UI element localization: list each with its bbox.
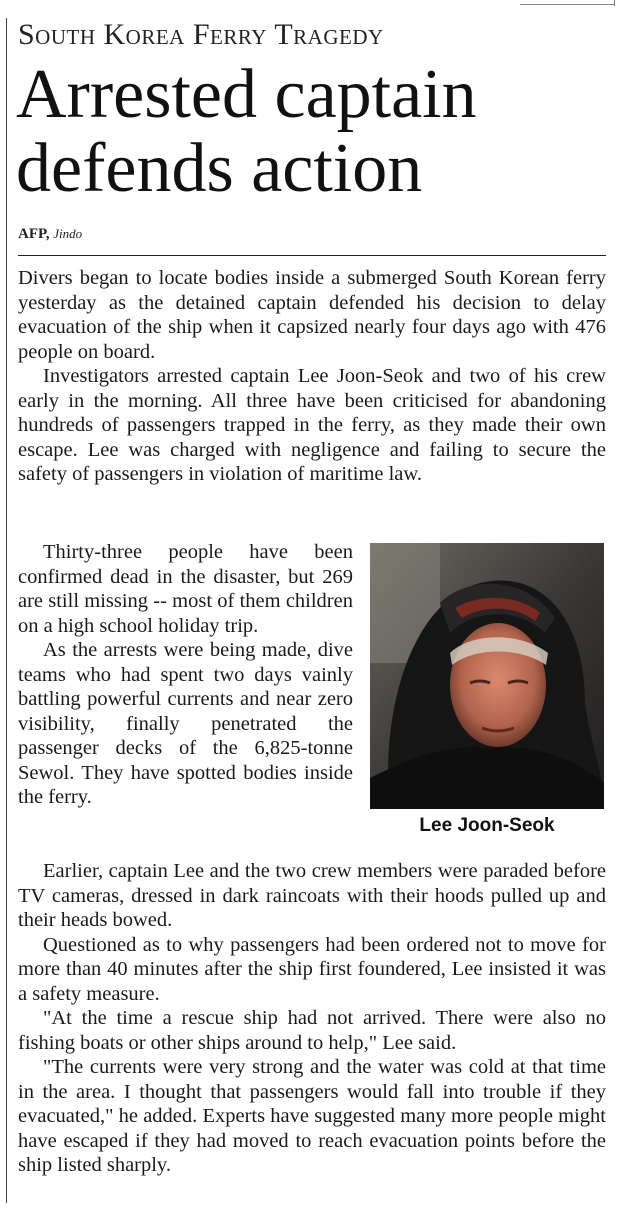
body-top [18, 266, 606, 487]
body-wrap [18, 540, 353, 810]
paragraph: "The currents were very strong and the water was cold at that time in the area. I thought that passengers would fall into trouble if they evacuated," he added. Experts have suggested many more people might have escaped if they had moved to reach evacuation points before the ship listed sharply. [18, 1056, 606, 1176]
portrait-photo [370, 543, 604, 809]
section-kicker: South Korea Ferry Tragedy [18, 18, 384, 51]
right-rule [614, 0, 615, 6]
paragraph: Earlier, captain Lee and the two crew members were paraded before TV cameras, dressed in dark raincoats with their hoods pulled up and their heads bowed. [18, 860, 606, 931]
byline-place: Jindo [53, 226, 83, 241]
paragraph: Divers began to locate bodies inside a submerged South Korean ferry yesterday as the detained captain defended his decision to delay evacuation of the ship when it capsized nearly four days ago with 476 people on board. [18, 267, 606, 363]
column-rule [6, 18, 7, 1203]
paragraph: Questioned as to why passengers had been ordered not to move for more than 40 minutes after the ship first foundered, Lee insisted it was a safety measure. [18, 933, 606, 1005]
byline-agency: AFP, [18, 226, 50, 242]
photo-caption: Lee Joon-Seok [419, 815, 555, 836]
headline-line-1: Arrested captain [16, 56, 477, 133]
paragraph: Thirty-three people have been confirmed dead in the disaster, but 269 are still missing -- most of them children on a high school holiday trip. [18, 541, 353, 637]
byline [18, 226, 82, 243]
top-rule [520, 0, 615, 5]
body-bottom [18, 859, 606, 1178]
paragraph: "At the time a rescue ship had not arrived. There were also no fishing boats or other ships around to help," Lee said. [18, 1007, 606, 1054]
paragraph: Investigators arrested captain Lee Joon-Seok and two of his crew early in the morning. All three have been criticised for abandoning hundreds of passengers trapped in the ferry, as they made their own escape. Lee was charged with negligence and failing to secure the safety of passengers in violation of maritime law. [18, 365, 606, 485]
portrait-image [370, 543, 604, 809]
headline [16, 58, 606, 206]
paragraph: As the arrests were being made, dive teams who had spent two days vainly battling powerful currents and near zero visibility, finally penetrated the passenger decks of the 6,825-tonne Sewol. They have spotted bodies inside the ferry. [18, 639, 353, 808]
headline-line-2: defends action [16, 130, 423, 207]
byline-separator [18, 255, 606, 256]
